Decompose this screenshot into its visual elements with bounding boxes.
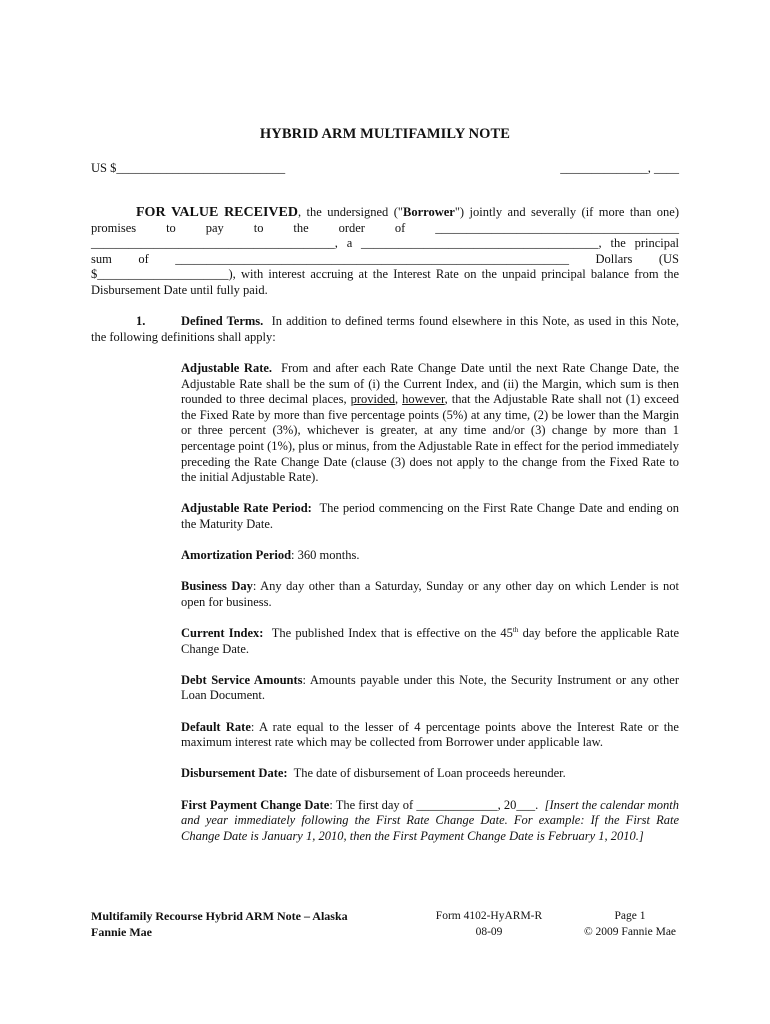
amount-line: US $___________________________ [91, 161, 286, 175]
def-adjustable-rate: Adjustable Rate. From and after each Rate Change Date until the next Rate Change Date, the Adjustable Rate shall be the sum of (i) the Current Index, and (ii) the Margin, which sum is then rounded to three decimal places, provided, however, that the Adjustable Rate shall not (1) exceed the Fixed Rate by more than five percentage points (5%) at any time, (2) be lower than the Margin or three percent (3%), whichever is greater, at any time and/or (3) change by more than 1 percentage point (1%), plus or minus, from the Adjustable Rate in effect for the period immediately preceding the Rate Change Date (clause (3) does not apply to the change from the Fixed Rate to the initial Adjustable Rate). [181, 361, 679, 485]
intro-text-1: , the undersigned (" [297, 205, 403, 219]
copyright: © 2009 Fannie Mae [583, 925, 677, 938]
section-heading: Defined Terms. [181, 314, 264, 328]
section-text: In addition to defined terms found elsewhere in this Note, as used in this Note, the following definitions shall apply: [91, 314, 679, 344]
def-amortization-period: Amortization Period: 360 months. [181, 548, 360, 563]
def-term: Disbursement Date: [181, 766, 288, 781]
instruction-note: [Insert the calendar month and year immediately following the First Rate Change Date. For example: If the First Rate Change Date is January 1, 2010, then the First Payment Change Date is February 1, 2010.] [181, 797, 680, 843]
intro-text-2: ") jointly and severally (if more than one) promises to pay to the order of _______________________________________ _______________________________________, a ______________________________________, the principal sum of _______________________________________________________________ Dollars (US $_____________________), with interest accruing at the Interest Rate on the unpaid principal balance from the Disbursement Date until fully paid. [91, 205, 679, 297]
footer-form-title: Multifamily Recourse Hybrid ARM Note – Alaska Fannie Mae [91, 909, 348, 939]
def-disbursement-date: Disbursement Date: The date of disbursement of Loan proceeds hereunder. [181, 766, 566, 781]
borrower-term: Borrower [402, 205, 455, 219]
def-adjustable-rate-period: Adjustable Rate Period: The period commencing on the First Rate Change Date and ending on the Maturity Date. [181, 501, 679, 531]
def-term: Debt Service Amounts [181, 672, 303, 687]
def-first-payment-change-date: First Payment Change Date: The first day of _____________, 20___. [Insert the calendar month and year immediately following the First Rate Change Date. For example: If the First Rate Change Date is January 1, 2010, then the First Payment Change Date is February 1, 2010.] [181, 797, 680, 843]
def-term: Default Rate [181, 719, 251, 734]
def-business-day: Business Day: Any day other than a Saturday, Sunday or any other day on which Lender is not open for business. [181, 579, 679, 609]
footer-form-number: Form 4102-HyARM-R 08-09 [435, 910, 543, 938]
def-default-rate: Default Rate: A rate equal to the lesser of 4 percentage points above the Interest Rate or the maximum interest rate which may be collected from Borrower under applicable law. [181, 719, 679, 750]
for-value-received: FOR VALUE RECEIVED [136, 205, 298, 220]
def-term: Adjustable Rate Period: [181, 501, 312, 516]
def-debt-service-amounts: Debt Service Amounts: Amounts payable under this Note, the Security Instrument or any other Loan Document. [181, 672, 679, 703]
def-term: Amortization Period [181, 548, 292, 563]
section-1-paragraph [91, 314, 679, 345]
page-number: Page 1 [614, 910, 646, 922]
def-term: Current Index: [181, 626, 264, 641]
intro-paragraph [91, 205, 679, 299]
def-term: Adjustable Rate. [181, 361, 273, 375]
provided-word: provided [350, 392, 395, 407]
section-number: 1. [136, 314, 146, 328]
definitions-list [181, 361, 679, 860]
def-term: First Payment Change Date [181, 797, 330, 812]
however-word: however [402, 392, 445, 407]
def-term: Business Day [181, 579, 253, 594]
footer-page-info [575, 909, 685, 940]
date-line: ______________, ____ [560, 161, 679, 175]
def-current-index: Current Index: The published Index that is effective on the 45th day before the applicable Rate Change Date. [181, 625, 679, 656]
document-title: HYBRID ARM MULTIFAMILY NOTE [259, 126, 511, 142]
